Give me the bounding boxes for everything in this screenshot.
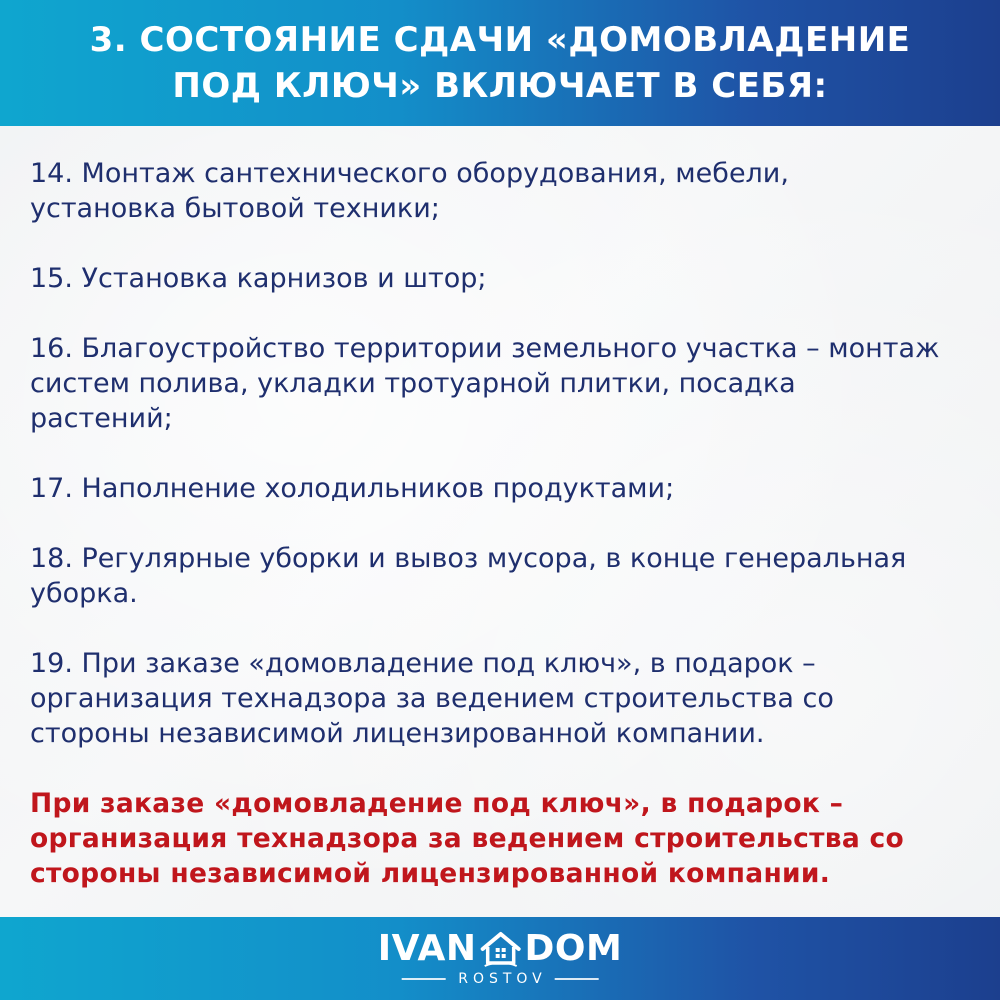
list-item-line: уборка. (30, 578, 138, 609)
logo-text-left: IVAN (377, 928, 477, 969)
gift-highlight-text (30, 786, 980, 891)
ivandom-logo (378, 929, 623, 987)
header-banner (0, 0, 1000, 126)
logo-subtitle (401, 971, 599, 987)
list-item-16 (30, 331, 980, 436)
logo-divider-right (555, 978, 599, 980)
list-item-line: 16. Благоустройство территории земельного участка – монтаж (30, 333, 940, 364)
list-item-line: 17. Наполнение холодильников продуктами; (30, 473, 675, 504)
list-item-line: 15. Установка карнизов и штор; (30, 263, 487, 294)
content-list (30, 156, 980, 891)
logo-city: ROSTOV (458, 971, 547, 987)
list-item-line: 18. Регулярные уборки и вывоз мусора, в конце генеральная (30, 543, 907, 574)
highlight-line: При заказе «домовладение под ключ», в подарок – (30, 788, 844, 819)
list-item-line: организация технадзора за ведением строительства со (30, 683, 834, 714)
list-item-18 (30, 541, 980, 611)
list-item-line: 19. При заказе «домовладение под ключ», в подарок – (30, 648, 816, 679)
list-item-17 (30, 471, 980, 506)
house-icon (479, 929, 523, 969)
list-item-line: стороны независимой лицензированной компании. (30, 718, 765, 749)
header-title-line-1: 3. СОСТОЯНИЕ СДАЧИ «ДОМОВЛАДЕНИЕ (89, 20, 911, 60)
logo-text-right: DOM (524, 928, 623, 969)
logo-wordmark (378, 929, 623, 969)
list-item-line: систем полива, укладки тротуарной плитки, посадка (30, 368, 796, 399)
logo-divider-left (401, 978, 445, 980)
footer-banner (0, 917, 1000, 1000)
list-item-line: установка бытовой техники; (30, 193, 440, 224)
header-title-line-2: ПОД КЛЮЧ» ВКЛЮЧАЕТ В СЕБЯ: (172, 66, 828, 106)
list-item-15 (30, 261, 980, 296)
list-item-line: 14. Монтаж сантехнического оборудования, мебели, (30, 158, 789, 189)
highlight-line: стороны независимой лицензированной компании. (30, 858, 831, 889)
list-item-line: растений; (30, 403, 173, 434)
list-item-14 (30, 156, 980, 226)
list-item-19 (30, 646, 980, 751)
highlight-line: организация технадзора за ведением строительства со (30, 823, 905, 854)
